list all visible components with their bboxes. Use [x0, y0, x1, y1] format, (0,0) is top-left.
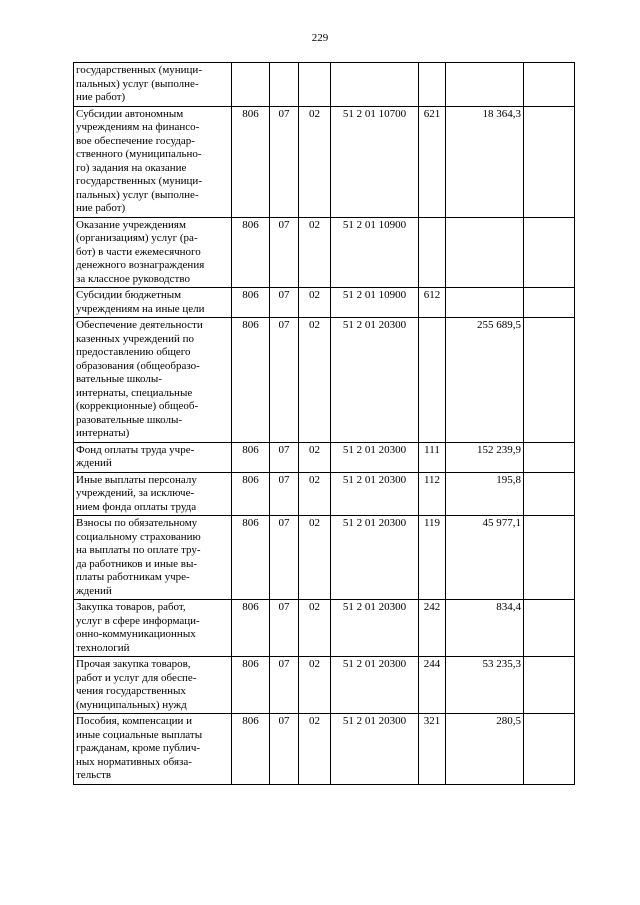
item-name-line: го) задания на оказание: [76, 161, 187, 174]
amount-cell: 195,8: [446, 472, 524, 516]
empty-cell: [524, 714, 575, 785]
amount-cell: 255 689,5: [446, 318, 524, 443]
item-name-cell: [74, 106, 232, 217]
table-row: [74, 714, 575, 785]
ministry-code-cell: 806: [232, 217, 270, 288]
item-name-line: нием фонда оплаты труда: [76, 500, 197, 513]
item-name-line: Оказание учреждениям: [76, 218, 186, 231]
ministry-code-cell: 806: [232, 472, 270, 516]
amount-cell: [446, 217, 524, 288]
page-number: 229: [311, 32, 329, 44]
item-name-cell: [74, 288, 232, 318]
item-name-line: государственных (муници-: [76, 175, 202, 187]
empty-cell: [524, 288, 575, 318]
amount-cell: 152 239,9: [446, 442, 524, 472]
subsection-code-cell: 02: [299, 288, 331, 318]
item-name-line: онно-коммуникационных: [76, 628, 196, 640]
item-name-cell: [74, 657, 232, 714]
target-article-cell: 51 2 01 20300: [331, 714, 419, 785]
section-code-cell: 07: [270, 288, 299, 318]
empty-cell: [524, 318, 575, 443]
expense-type-cell: 321: [419, 714, 446, 785]
item-name-line: вательные школы-: [76, 373, 162, 385]
item-name-cell: [74, 516, 232, 600]
target-article-cell: 51 2 01 20300: [331, 442, 419, 472]
item-name-line: да работников и иные вы-: [76, 557, 198, 570]
item-name-line: ждений: [76, 457, 112, 469]
table-row: [74, 288, 575, 318]
item-name-line: ние работ): [76, 91, 126, 103]
subsection-code-cell: 02: [299, 714, 331, 785]
ministry-code-cell: 806: [232, 714, 270, 785]
table-row: [74, 657, 575, 714]
item-name-line: ных нормативных обяза-: [76, 755, 192, 768]
section-code-cell: 07: [270, 516, 299, 600]
item-name-cell: [74, 217, 232, 288]
target-article-cell: [331, 63, 419, 107]
empty-cell: [524, 217, 575, 288]
item-name-line: Субсидии автономным: [76, 107, 184, 120]
expense-type-cell: [419, 217, 446, 288]
target-article-cell: 51 2 01 20300: [331, 516, 419, 600]
item-name-line: чения государственных: [76, 685, 186, 697]
section-code-cell: 07: [270, 714, 299, 785]
empty-cell: [524, 600, 575, 657]
subsection-code-cell: 02: [299, 217, 331, 288]
target-article-cell: 51 2 01 20300: [331, 472, 419, 516]
table-row: [74, 516, 575, 600]
amount-cell: [446, 288, 524, 318]
expense-type-cell: 244: [419, 657, 446, 714]
target-article-cell: 51 2 01 20300: [331, 318, 419, 443]
item-name-line: ждений: [76, 584, 112, 597]
item-name-line: казенных учреждений по: [76, 332, 194, 345]
subsection-code-cell: 02: [299, 442, 331, 472]
item-name-cell: [74, 63, 232, 107]
item-name-line: учреждениям на иные цели: [76, 302, 205, 315]
item-name-line: (организациям) услуг (ра-: [76, 232, 198, 244]
item-name-line: пальных) услуг (выполне-: [76, 188, 199, 201]
item-name-line: Фонд оплаты труда учре-: [76, 443, 195, 456]
target-article-cell: 51 2 01 20300: [331, 657, 419, 714]
item-name-line: Пособия, компенсации и: [76, 715, 193, 727]
section-code-cell: 07: [270, 600, 299, 657]
empty-cell: [524, 472, 575, 516]
item-name-line: учреждений, за исключе-: [76, 487, 195, 499]
table-row: [74, 442, 575, 472]
section-code-cell: 07: [270, 217, 299, 288]
ministry-code-cell: 806: [232, 288, 270, 318]
amount-cell: 280,5: [446, 714, 524, 785]
item-name-line: технологий: [76, 641, 130, 654]
target-article-cell: 51 2 01 10900: [331, 217, 419, 288]
item-name-line: предоставлению общего: [76, 346, 191, 358]
item-name-line: учреждениям на финансо-: [76, 121, 200, 133]
amount-cell: 834,4: [446, 600, 524, 657]
amount-cell: 45 977,1: [446, 516, 524, 600]
item-name-line: тельств: [76, 769, 112, 781]
subsection-code-cell: 02: [299, 657, 331, 714]
section-code-cell: 07: [270, 318, 299, 443]
section-code-cell: 07: [270, 657, 299, 714]
target-article-cell: 51 2 01 10900: [331, 288, 419, 318]
table-row: [74, 318, 575, 443]
item-name-line: гражданам, кроме публич-: [76, 742, 201, 754]
expense-type-cell: 112: [419, 472, 446, 516]
section-code-cell: 07: [270, 106, 299, 217]
item-name-line: денежного вознаграждения: [76, 259, 205, 271]
section-code-cell: 07: [270, 442, 299, 472]
subsection-code-cell: 02: [299, 516, 331, 600]
item-name-line: ние работ): [76, 202, 126, 214]
item-name-line: интернаты, специальные: [76, 386, 193, 399]
expense-type-cell: 621: [419, 106, 446, 217]
item-name-line: работ и услуг для обеспе-: [76, 671, 197, 684]
item-name-cell: [74, 714, 232, 785]
ministry-code-cell: 806: [232, 106, 270, 217]
item-name-line: пальных) услуг (выполне-: [76, 77, 199, 90]
table-row: [74, 217, 575, 288]
item-name-line: Прочая закупка товаров,: [76, 658, 191, 670]
item-name-cell: [74, 318, 232, 443]
amount-cell: 18 364,3: [446, 106, 524, 217]
expense-type-cell: 119: [419, 516, 446, 600]
table-row: [74, 106, 575, 217]
item-name-line: иные социальные выплаты: [76, 728, 203, 741]
item-name-line: Субсидии бюджетным: [76, 289, 182, 301]
item-name-cell: [74, 600, 232, 657]
item-name-line: Обеспечение деятельности: [76, 319, 203, 331]
subsection-code-cell: 02: [299, 472, 331, 516]
target-article-cell: 51 2 01 10700: [331, 106, 419, 217]
item-name-line: (муниципальных) нужд: [76, 698, 187, 711]
ministry-code-cell: 806: [232, 516, 270, 600]
item-name-line: интернаты): [76, 427, 130, 439]
section-code-cell: 07: [270, 472, 299, 516]
item-name-line: Иные выплаты персоналу: [76, 473, 197, 486]
ministry-code-cell: 806: [232, 657, 270, 714]
item-name-line: социальному страхованию: [76, 530, 201, 543]
empty-cell: [524, 63, 575, 107]
item-name-line: на выплаты по оплате тру-: [76, 544, 201, 556]
item-name-line: (коррекционные) общеоб-: [76, 400, 199, 412]
ministry-code-cell: 806: [232, 600, 270, 657]
item-name-line: Взносы по обязательному: [76, 517, 198, 529]
item-name-line: платы работникам учре-: [76, 571, 190, 583]
table-row: [74, 63, 575, 107]
empty-cell: [524, 442, 575, 472]
expense-type-cell: [419, 318, 446, 443]
subsection-code-cell: 02: [299, 106, 331, 217]
subsection-code-cell: 02: [299, 600, 331, 657]
expense-type-cell: 242: [419, 600, 446, 657]
ministry-code-cell: [232, 63, 270, 107]
expense-type-cell: [419, 63, 446, 107]
subsection-code-cell: [299, 63, 331, 107]
ministry-code-cell: 806: [232, 318, 270, 443]
empty-cell: [524, 657, 575, 714]
item-name-line: услуг в сфере информаци-: [76, 614, 200, 627]
ministry-code-cell: 806: [232, 442, 270, 472]
item-name-line: государственных (муници-: [76, 64, 202, 76]
item-name-cell: [74, 442, 232, 472]
amount-cell: 53 235,3: [446, 657, 524, 714]
item-name-line: за классное руководство: [76, 272, 190, 285]
item-name-line: Закупка товаров, работ,: [76, 601, 186, 613]
item-name-line: бот) в части ежемесячного: [76, 245, 201, 258]
table-row: [74, 600, 575, 657]
item-name-line: образования (общеобразо-: [76, 359, 200, 372]
item-name-line: вое обеспечение государ-: [76, 134, 195, 147]
section-code-cell: [270, 63, 299, 107]
item-name-line: ственного (муниципально-: [76, 148, 202, 160]
item-name-line: разовательные школы-: [76, 413, 183, 426]
target-article-cell: 51 2 01 20300: [331, 600, 419, 657]
expense-type-cell: 111: [419, 442, 446, 472]
subsection-code-cell: 02: [299, 318, 331, 443]
table-row: [74, 472, 575, 516]
empty-cell: [524, 516, 575, 600]
budget-table-body: [74, 63, 575, 785]
amount-cell: [446, 63, 524, 107]
budget-table: [73, 62, 575, 785]
item-name-cell: [74, 472, 232, 516]
expense-type-cell: 612: [419, 288, 446, 318]
empty-cell: [524, 106, 575, 217]
